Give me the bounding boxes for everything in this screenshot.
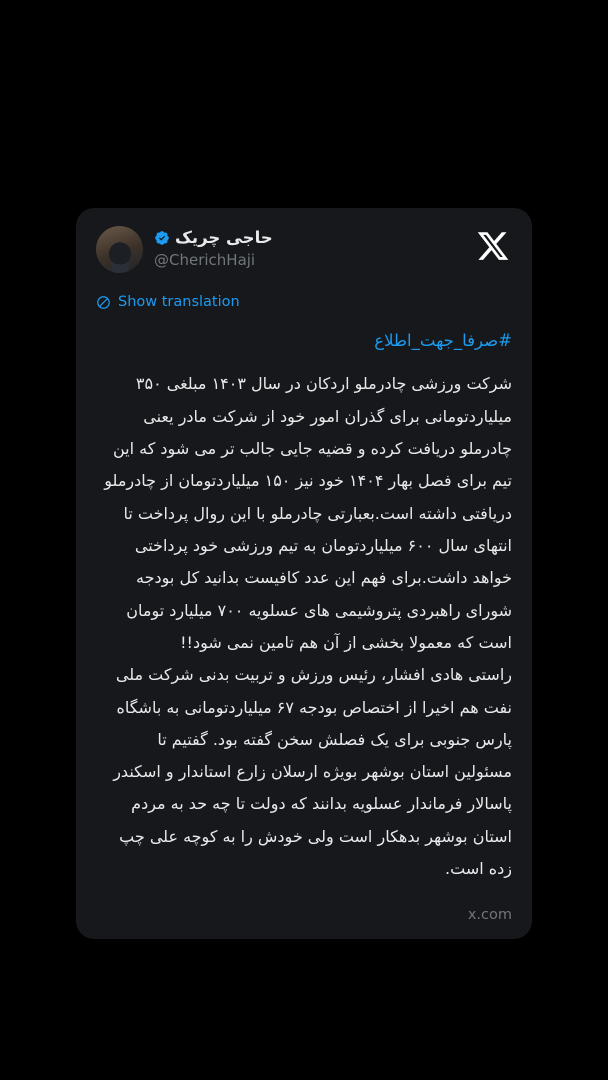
author-names	[154, 226, 273, 269]
avatar[interactable]	[96, 226, 143, 273]
author-block[interactable]	[96, 226, 273, 273]
x-logo-icon	[476, 229, 510, 263]
tweet-card	[76, 208, 532, 939]
verified-badge-icon	[154, 230, 170, 246]
tweet-hashtag[interactable]: #صرفا_جهت_اطلاع	[374, 331, 512, 350]
source-domain-label: x.com	[467, 907, 512, 924]
display-name-row	[154, 228, 273, 249]
show-translation-label: Show translation	[118, 294, 240, 311]
tweet-card-header	[96, 226, 512, 273]
author-display-name: حاجی چریک	[175, 228, 273, 247]
tweet-source	[96, 907, 512, 923]
tweet-paragraph-2: راستی هادی افشار، رئیس ورزش و تربیت بدنی شرکت ملی نفت هم اخیرا از اختصاص بودجه ۶۷ میلیاردتومانی به باشگاه پارس جنوبی برای یک فصلش سخن گفته بود. گفتیم تا مسئولین استان بوشهر بویژه ارسلان زارع استاندار و اسکندر پاسالار فرماندار عسلویه بدانند که دولت تا چه حد به مردم استان بوشهر بدهکار است ولی خودش را به کوچه علی چپ زده است.	[108, 665, 512, 879]
tweet-paragraph-1: شرکت ورزشی چادرملو اردکان در سال ۱۴۰۳ مبلغی ۳۵۰ میلیاردتومانی برای گذران امور خود از شرکت مادر یعنی چادرملو دریافت کرده و قضیه جایی جالب تر می شود که این تیم برای فصل بهار ۱۴۰۴ خود نیز ۱۵۰ میلیاردتومان از چادرملو دریافتی داشته است.بعبارتی چادرملو با این روال پرداخت تا انتهای سال ۶۰۰ میلیاردتومان به تیم ورزشی خود پرداختی خواهد داشت.برای فهم این عدد کافیست بدانید کل بودجه شورای راهبردی پتروشیمی های عسلویه ۷۰۰ میلیارد تومان است که معمولا بخشی از آن هم تامین نمی شود!!	[99, 374, 512, 652]
translate-icon	[96, 295, 111, 310]
show-translation-button[interactable]	[96, 295, 512, 310]
author-handle: @CherichHaji	[154, 250, 256, 269]
